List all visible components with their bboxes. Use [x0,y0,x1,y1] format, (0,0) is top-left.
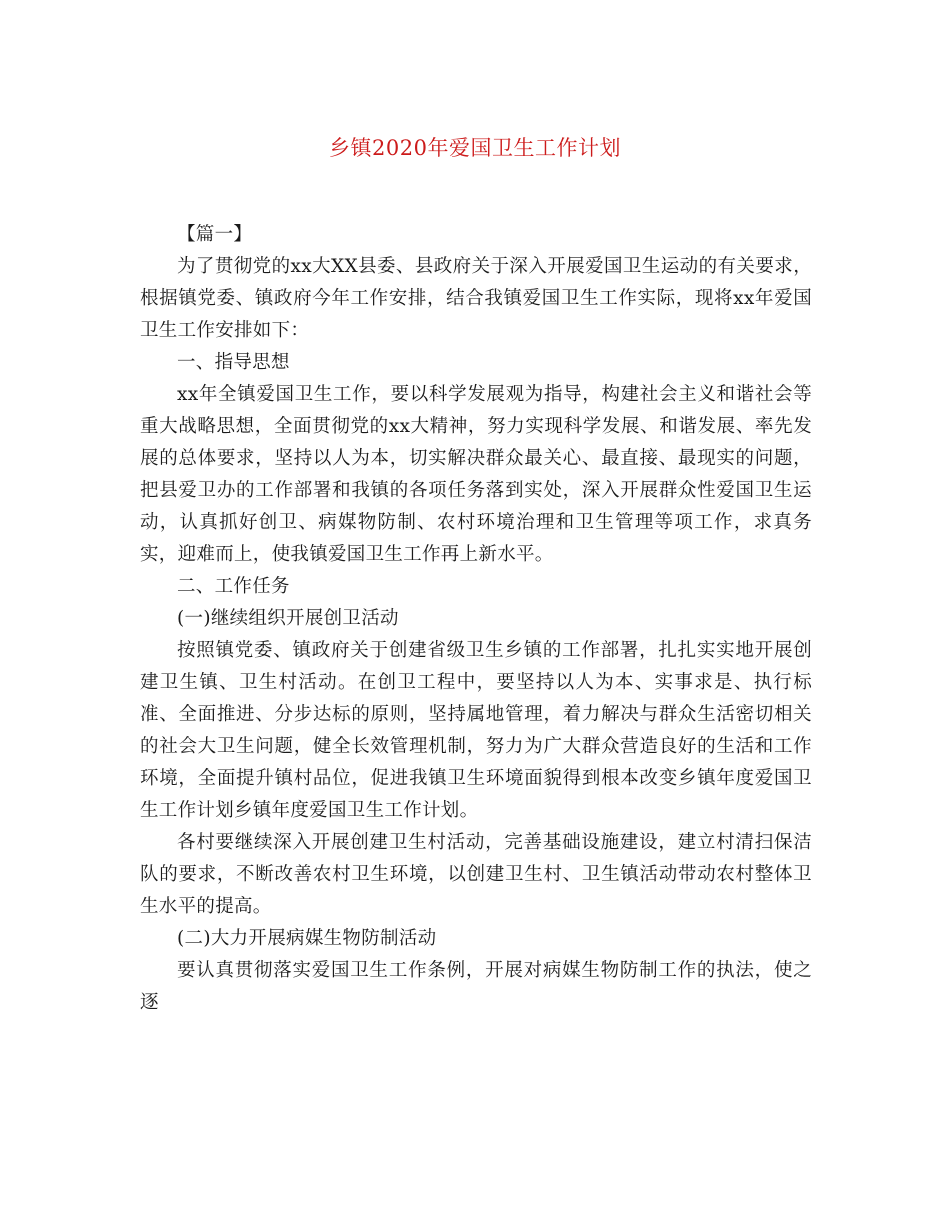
section-label: 【篇一】 [177,224,253,245]
document-body [140,219,812,1019]
task-1-paragraph: 按照镇党委、镇政府关于创建省级卫生乡镇的工作部署，扎扎实实地开展创建卫生镇、卫生村活动。在创卫工程中，要坚持以人为本、实事求是、执行标准、全面推进、分步达标的原则，坚持属地管理，着力解决与群众生活密切相关的社会大卫生问题，健全长效管理机制，努力为广大群众营造良好的生活和工作环境，全面提升镇村品位，促进我镇卫生环境面貌得到根本改变乡镇年度爱国卫生工作计划乡镇年度爱国卫生工作计划。 [140,640,812,821]
heading-guiding-ideology: 一、指导思想 [177,352,290,373]
document-title: 乡镇2020年爱国卫生工作计划 [329,136,621,160]
intro-paragraph: 为了贯彻党的xx大XX县委、县政府关于深入开展爱国卫生运动的有关要求，根据镇党委、镇政府今年工作安排，结合我镇爱国卫生工作实际，现将xx年爱国卫生工作安排如下： [140,256,812,341]
subheading-task-2: (二)大力开展病媒生物防制活动 [177,928,437,949]
subheading-task-1: (一)继续组织开展创卫活动 [177,608,399,629]
heading-work-tasks: 二、工作任务 [177,576,290,597]
task-1-villages-paragraph: 各村要继续深入开展创建卫生村活动，完善基础设施建设，建立村清扫保洁队的要求，不断改善农村卫生环境，以创建卫生村、卫生镇活动带动农村整体卫生水平的提高。 [140,832,812,917]
task-2-paragraph: 要认真贯彻落实爱国卫生工作条例，开展对病媒生物防制工作的执法，使之逐 [140,960,812,1013]
guiding-ideology-paragraph: xx年全镇爱国卫生工作，要以科学发展观为指导，构建社会主义和谐社会等重大战略思想，全面贯彻党的xx大精神，努力实现科学发展、和谐发展、率先发展的总体要求，坚持以人为本，切实解决群众最关心、最直接、最现实的问题，把县爱卫办的工作部署和我镇的各项任务落到实处，深入开展群众性爱国卫生运动，认真抓好创卫、病媒物防制、农村环境治理和卫生管理等项工作，求真务实，迎难而上，使我镇爱国卫生工作再上新水平。 [140,384,812,565]
